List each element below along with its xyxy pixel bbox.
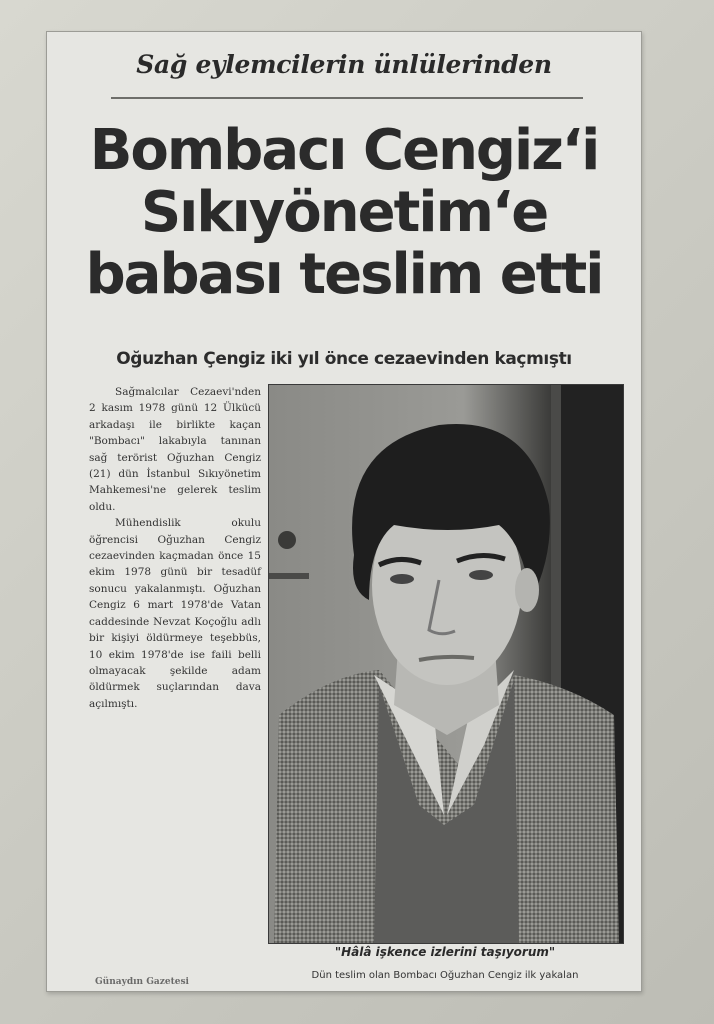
article-paragraph-1: Sağmalcılar Cezaevi'nden 2 kasım 1978 günü 12 Ülkücü arkadaşı ile birlikte kaçan "Bombacı" lakabıyla tanınan sağ terörist Oğuzhan Cengiz (21) dün İstanbul Sıkıyönetim Mahkemesi'ne gelerek teslim oldu. bbox=[89, 386, 261, 513]
newspaper-clipping bbox=[46, 31, 642, 992]
caption-title: "Hâlâ işkence izlerini taşıyorum" bbox=[334, 945, 556, 959]
source-credit: Günaydın Gazetesi bbox=[95, 977, 189, 987]
headline-line-3: babası teslim etti bbox=[85, 242, 603, 307]
article-paragraph-2: Mühendislik okulu öğrencisi Oğuzhan Cengiz cezaevinden kaçmadan önce 15 ekim 1978 günü bir tesadüf sonucu yakalanmıştı. Oğuzhan Cengiz 6 mart 1978'de Vatan caddesinde Nevzat Koçoğlu adlı bir kişiyi öldürmeye teşebbüs, 10 ekim 1978'de ise faili belli olmayacak şekilde adam öldürmek suçlarından dava açılmıştı. bbox=[89, 517, 261, 710]
kicker: Sağ eylemcilerin ünlülerinden bbox=[136, 50, 552, 79]
headline-line-2: Sıkıyönetim‘e bbox=[140, 180, 548, 245]
headline bbox=[47, 120, 641, 306]
portrait-illustration bbox=[269, 385, 623, 943]
portrait-photo bbox=[268, 384, 624, 944]
kicker-rule bbox=[111, 97, 583, 99]
article-body bbox=[89, 384, 261, 712]
caption-text: Dün teslim olan Bombacı Oğuzhan Cengiz ilk yakalan bbox=[311, 970, 579, 981]
deck: Oğuzhan Çengiz iki yıl önce cezaevinden kaçmıştı bbox=[116, 349, 572, 369]
headline-line-1: Bombacı Cengiz‘i bbox=[89, 118, 599, 183]
